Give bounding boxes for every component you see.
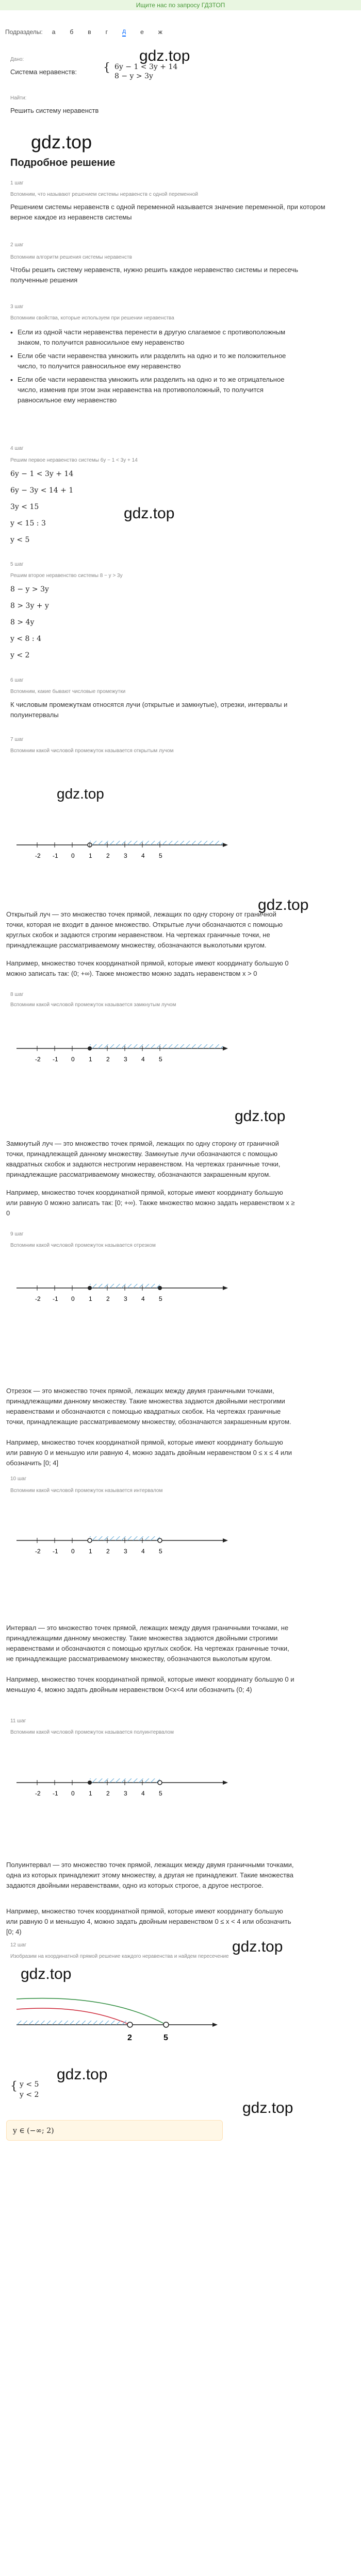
system-line-1: 6y − 1 < 3y + 14 xyxy=(114,63,178,71)
tick-label: -2 xyxy=(35,1548,41,1555)
tick-label: 3 xyxy=(124,1056,127,1063)
subsection-a[interactable]: а xyxy=(52,28,56,36)
watermark: gdz.top xyxy=(31,131,92,152)
tick-label: 1 xyxy=(89,1056,92,1063)
system-brace: { xyxy=(103,61,110,74)
system-label: Система неравенств: xyxy=(10,68,77,76)
equation-line: y < 5 xyxy=(10,536,30,544)
watermark: gdz.top xyxy=(21,1965,72,1982)
tick-label: 5 xyxy=(159,1790,162,1797)
tick-label: 0 xyxy=(71,1295,75,1302)
tick-label: -1 xyxy=(53,1790,58,1797)
list-item: • Если обе части неравенства умножить или разделить на одно и то же отрицательное число, изменив при этом знак неравенства на противоположный, то получится равносильное ему неравенство xyxy=(6,375,295,405)
step-label: 8 шаг xyxy=(10,992,24,997)
top-banner xyxy=(0,0,361,10)
paragraph: Открытый луч — это множество точек прямой, лежащих по одну сторону от граничной точки, которая не входит в данное множество. Открытые лучи обозначаются с помощью круглых скобок и задаются строгим неравенством. На чертежах граничные точки, не принадлежащие рассматриваемому множеству, обозначаются выколотыми кругом. xyxy=(6,910,283,949)
step-label: 4 шаг xyxy=(10,446,24,451)
step-label: 12 шаг xyxy=(10,1942,27,1948)
number-line-closed-ray xyxy=(6,1018,233,1095)
step-caption: Вспомним алгоритм решения системы неравенств xyxy=(10,255,132,260)
tick-label: 4 xyxy=(141,852,145,859)
number-line-svg xyxy=(6,1257,233,1334)
equation-line: y < 2 xyxy=(10,651,30,659)
number-line-interval xyxy=(6,1510,233,1587)
subsection-nav xyxy=(5,26,356,38)
paragraph: Например, множество точек координатной прямой, которые имеют координату большую 0 и меньшую 4, можно задать двойным неравенством 0<x<4 или обозначить (0; 4) xyxy=(6,1675,294,1693)
step-label: 7 шаг xyxy=(10,737,24,742)
number-line-svg xyxy=(6,1752,233,1829)
step-caption: Вспомним какой числовой промежуток называется открытым лучом xyxy=(10,748,174,754)
tick-label: 4 xyxy=(141,1295,145,1302)
step-caption: Вспомним какой числовой промежуток называется интервалом xyxy=(10,1488,163,1494)
tick-label: 1 xyxy=(89,1548,92,1555)
watermark: gdz.top xyxy=(235,1108,286,1125)
tick-label: 5 xyxy=(159,1295,162,1302)
paragraph: Замкнутый луч — это множество точек прямой, лежащих по одну сторону от граничной точки, принадлежащей данному множеству. Замкнутые лучи обозначаются с помощью квадратных скобок и задаются нестрогим неравенством. На чертежах граничные точки, принадлежащие рассматриваемому множеству, обозначаются закрашенным кругом. xyxy=(6,1140,281,1178)
step-label: 2 шаг xyxy=(10,242,24,248)
step-caption: Вспомним, какие бывают числовые промежутки xyxy=(10,689,126,694)
tick-label: 2 xyxy=(106,852,110,859)
paragraph: Например, множество точек координатной прямой, которые имеют координату большую 0 можно записать так: (0; +∞). Также множество можно задать неравенством x > 0 xyxy=(6,959,289,977)
watermark: gdz.top xyxy=(139,47,190,64)
step-text: Чтобы решить систему неравенств, нужно решить каждое неравенство системы и пересечь полученные решения xyxy=(10,266,299,284)
given-label: Дано: xyxy=(10,57,24,62)
tick-label: 4 xyxy=(141,1548,145,1555)
list-item: • Если обе части неравенства умножить или разделить на одно и то же положительное число, то получится равносильное ему неравенство xyxy=(6,351,295,371)
step-caption: Вспомним свойства, которые используем при решении неравенства xyxy=(10,315,174,321)
tick-label: 3 xyxy=(124,852,127,859)
solution-svg xyxy=(6,1989,233,2050)
watermark: gdz.top xyxy=(232,1938,283,1955)
number-line-svg xyxy=(6,1510,233,1587)
equation-line: 8 > 3y + y xyxy=(10,602,49,610)
step-label: 3 шаг xyxy=(10,304,24,310)
step-caption: Вспомним какой числовой промежуток называется полуинтервалом xyxy=(10,1730,174,1735)
subsection-g[interactable]: г xyxy=(105,28,108,36)
tick-label: 1 xyxy=(89,1295,92,1302)
equation-line: y < 8 : 4 xyxy=(10,635,41,643)
list-item: • Если из одной части неравенства перенести в другую слагаемое с противоположным знаком, то получится равносильное ему неравенство xyxy=(6,327,295,348)
final-system-line-1: y < 5 xyxy=(20,2080,39,2089)
banner-text: Ищите нас по запросу ГДЗТОП xyxy=(136,2,225,9)
solve-text: Решить систему неравенств xyxy=(10,107,99,114)
subsection-label: Подразделы: xyxy=(5,28,43,36)
step-label: 10 шаг xyxy=(10,1476,27,1482)
step-label: 5 шаг xyxy=(10,562,24,567)
tick-label: 3 xyxy=(124,1295,127,1302)
subsection-d[interactable]: д xyxy=(122,27,126,37)
step-caption: Изобразим на координатной прямой решение каждого неравенства и найдем пересечение xyxy=(10,1954,229,1959)
paragraph: Например, множество точек координатной прямой, которые имеют координату большую или равную 0 и меньшую или равную 4, можно задать двойным неравенством 0 ≤ x ≤ 4 или обозначить [0; 4] xyxy=(6,1438,292,1467)
number-line-segment xyxy=(6,1257,233,1334)
tick-label: 2 xyxy=(106,1790,110,1797)
final-system-brace: { xyxy=(10,2080,18,2093)
tick-label: 5 xyxy=(159,1056,162,1063)
subsection-zh[interactable]: ж xyxy=(158,28,162,36)
tick-label: 2 xyxy=(106,1548,110,1555)
tick-label: 2 xyxy=(106,1295,110,1302)
tick-label: 0 xyxy=(71,1790,75,1797)
tick-label: -1 xyxy=(53,1295,58,1302)
paragraph: Интервал — это множество точек прямой, лежащих между двумя граничными точками, не принадлежащими данному множеству. Такие множества задаются двойными строгими неравенствами и обозначаются с помощью круглых скобок. На чертежах граничные точки, не принадлежащие рассматриваемому множеству, обозначаются выколотым кругом. xyxy=(6,1624,289,1663)
tick-label: 5 xyxy=(159,852,162,859)
paragraph: Например, множество точек координатной прямой, которые имеют координату большую или равную 0 можно записать так: [0; +∞). Также множество можно задать неравенством x ≥ 0 xyxy=(6,1189,295,1217)
tick-label: -2 xyxy=(35,1295,41,1302)
tick-label: -1 xyxy=(53,852,58,859)
paragraph: Отрезок — это множество точек прямой, лежащих между двумя граничными точками, принадлежащими данному множеству. Такие множества задаются двойными нестрогими неравенствами и обозначаются с помощью квадратных скобок. На чертежах граничные точки, принадлежащие рассматриваемому множеству, обозначаются закрашенным кругом. xyxy=(6,1387,291,1426)
point-label: 5 xyxy=(163,2033,168,2042)
solution-number-line xyxy=(6,1989,233,2050)
step-caption: Вспомним, что называют решением системы неравенств с одной переменной xyxy=(10,192,199,197)
section-title: Подробное решение xyxy=(10,157,116,168)
equation-line: 6y − 3y < 14 + 1 xyxy=(10,486,74,495)
tick-label: 0 xyxy=(71,1056,75,1063)
equation-line: 3y < 15 xyxy=(10,503,39,511)
equation-line: 6y − 1 < 3y + 14 xyxy=(10,470,74,478)
number-line-svg xyxy=(6,1018,233,1095)
tick-label: 4 xyxy=(141,1056,145,1063)
tick-label: -1 xyxy=(53,1548,58,1555)
tick-label: 5 xyxy=(159,1548,162,1555)
watermark: gdz.top xyxy=(57,2066,108,2083)
step-caption: Решим первое неравенство системы 6y − 1 < 3y + 14 xyxy=(10,457,138,463)
number-line-open-ray xyxy=(6,814,233,891)
number-line-svg xyxy=(6,814,233,891)
point-label: 2 xyxy=(127,2033,132,2042)
watermark: gdz.top xyxy=(242,2099,293,2116)
paragraph: Полуинтервал — это множество точек прямой, лежащих между двумя граничными точками, одна из которых принадлежит этому множеству, а другая не принадлежит. Такие множества задаются двойными неравенствами, одно из которых строгое, а другое нестрогое. xyxy=(6,1861,294,1889)
tick-label: 3 xyxy=(124,1548,127,1555)
tick-label: -2 xyxy=(35,1056,41,1063)
tick-label: 1 xyxy=(89,1790,92,1797)
tick-label: 3 xyxy=(124,1790,127,1797)
step-caption: Вспомним какой числовой промежуток называется замкнутым лучом xyxy=(10,1002,176,1008)
tick-label: -1 xyxy=(53,1056,58,1063)
property-list xyxy=(6,327,295,409)
number-line-half-interval xyxy=(6,1752,233,1829)
tick-label: 0 xyxy=(71,852,75,859)
find-label: Найти: xyxy=(10,95,27,101)
equation-line: y < 15 : 3 xyxy=(10,519,46,528)
step-text: Решением системы неравенств с одной переменной называется значение переменной, при котором верное каждое из неравенств системы xyxy=(10,203,325,221)
tick-label: 2 xyxy=(106,1056,110,1063)
subsection-b[interactable]: б xyxy=(70,28,74,36)
step-text: К числовым промежуткам относятся лучи (открытые и замкнутые), отрезки, интервалы и полуинтервалы xyxy=(10,701,288,719)
step-caption: Вспомним какой числовой промежуток называется отрезком xyxy=(10,1243,156,1248)
tick-label: -2 xyxy=(35,1790,41,1797)
equation-line: 8 > 4y xyxy=(10,618,35,626)
tick-label: -2 xyxy=(35,852,41,859)
subsection-v[interactable]: в xyxy=(88,28,91,36)
system-line-2: 8 − y > 3y xyxy=(114,72,153,80)
tick-label: 0 xyxy=(71,1548,75,1555)
tick-label: 4 xyxy=(141,1790,145,1797)
step-label: 9 шаг xyxy=(10,1231,24,1237)
answer-text: y ∈ (−∞; 2) xyxy=(13,2127,54,2135)
step-label: 6 шаг xyxy=(10,677,24,683)
answer-box xyxy=(6,2120,223,2141)
tick-label: 1 xyxy=(89,852,92,859)
paragraph: Например, множество точек координатной прямой, которые имеют координату большую или равную 0 и меньшую 4, можно задать двойным неравенством 0 ≤ x < 4 или обозначить [0; 4) xyxy=(6,1907,291,1936)
step-caption: Решим второе неравенство системы 8 − y > 3y xyxy=(10,573,123,579)
equation-line: 8 − y > 3y xyxy=(10,585,49,594)
watermark: gdz.top xyxy=(57,786,104,802)
watermark: gdz.top xyxy=(124,505,175,522)
subsection-e[interactable]: е xyxy=(140,28,144,36)
step-label: 11 шаг xyxy=(10,1718,26,1724)
final-system-line-2: y < 2 xyxy=(20,2091,39,2099)
watermark: gdz.top xyxy=(258,896,309,913)
step-label: 1 шаг xyxy=(10,180,24,186)
